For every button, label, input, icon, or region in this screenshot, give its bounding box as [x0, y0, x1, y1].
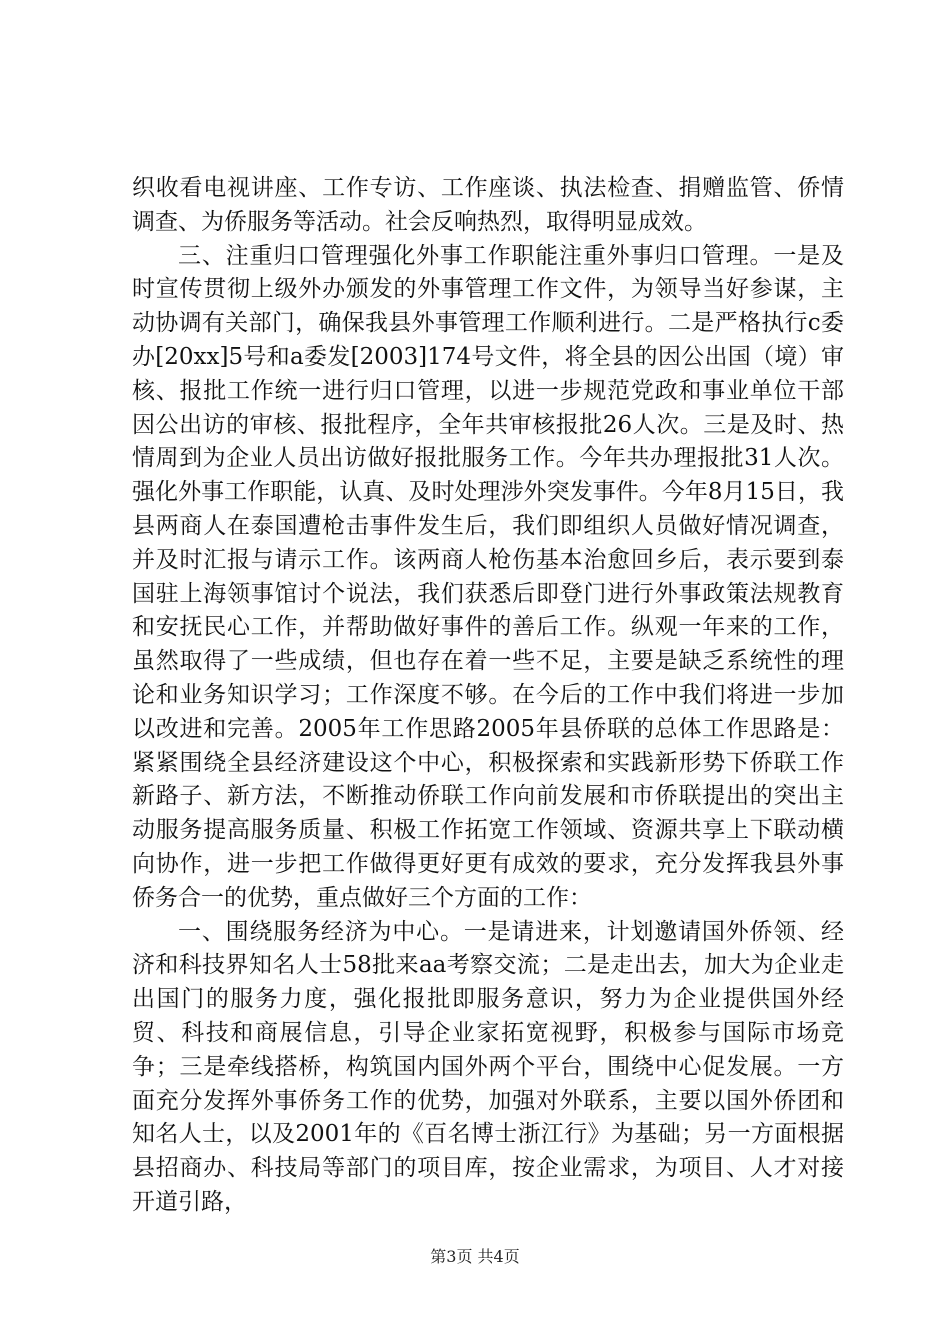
page-footer: 第3页 共4页 — [430, 1247, 520, 1266]
document-body — [132, 172, 844, 1220]
paragraph-continuation: 织收看电视讲座、工作专访、工作座谈、执法检查、捐赠监管、侨情调查、为侨服务等活动。社会反响热烈，取得明显成效。 — [132, 175, 844, 235]
paragraph-foreign-affairs-management: 三、注重归口管理强化外事工作职能注重外事归口管理。一是及时宣传贯彻上级外办颁发的外事管理工作文件，为领导当好参谋，主动协调有关部门，确保我县外事管理工作顺利进行。二是严格执行c委办[20xx]5号和a委发[2003]174号文件，将全县的因公出国（境）审核、报批工作统一进行归口管理，以进一步规范党政和事业单位干部因公出访的审核、报批程序，全年共审核报批26人次。三是及时、热情周到为企业人员出访做好报批服务工作。今年共办理报批31人次。强化外事工作职能，认真、及时处理涉外突发事件。今年8月15日，我县两商人在泰国遭枪击事件发生后，我们即组织人员做好情况调查，并及时汇报与请示工作。该两商人枪伤基本治愈回乡后，表示要到泰国驻上海领事馆讨个说法，我们获悉后即登门进行外事政策法规教育和安抚民心工作，并帮助做好事件的善后工作。纵观一年来的工作，虽然取得了一些成绩，但也存在着一些不足，主要是缺乏系统性的理论和业务知识学习；工作深度不够。在今后的工作中我们将进一步加以改进和完善。2005年工作思路2005年县侨联的总体工作思路是：紧紧围绕全县经济建设这个中心，积极探索和实践新形势下侨联工作新路子、新方法，不断推动侨联工作向前发展和市侨联提出的突出主动服务提高服务质量、积极工作拓宽工作领域、资源共享上下联动横向协作，进一步把工作做得更好更有成效的要求，充分发挥我县外事侨务合一的优势，重点做好三个方面的工作： — [132, 242, 844, 911]
paragraph-economic-service: 一、围绕服务经济为中心。一是请进来，计划邀请国外侨领、经济和科技界知名人士58批来aa考察交流；二是走出去，加大为企业走出国门的服务力度，强化报批即服务意识，努力为企业提供国外经贸、科技和商展信息，引导企业家拓宽视野，积极参与国际市场竞争；三是牵线搭桥，构筑国内国外两个平台，围绕中心促发展。一方面充分发挥外事侨务工作的优势，加强对外联系，主要以国外侨团和知名人士，以及2001年的《百名博士浙江行》为基础；另一方面根据县招商办、科技局等部门的项目库，按企业需求，为项目、人才对接开道引路， — [132, 918, 844, 1215]
